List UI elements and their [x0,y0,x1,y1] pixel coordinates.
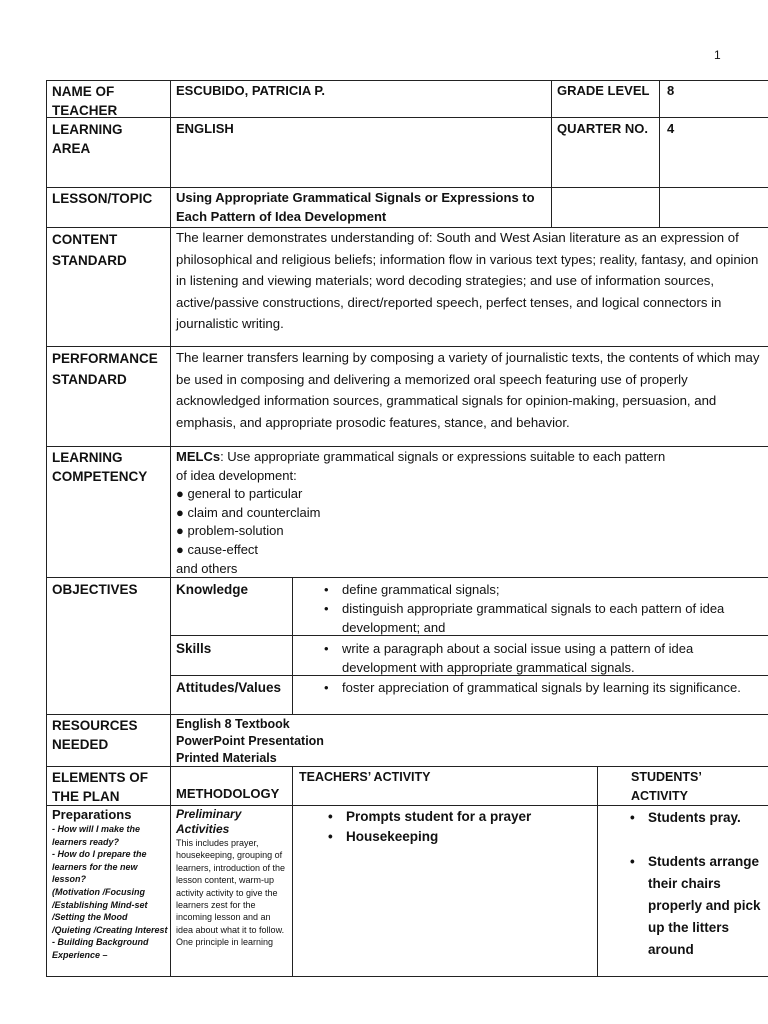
content-standard-label: CONTENT STANDARD [52,232,127,268]
knowledge-item: • define grammatical signals; [320,580,760,599]
objectives-label: OBJECTIVES [52,582,138,597]
attitudes-item: • foster appreciation of grammatical signals by learning its significance. [320,678,760,697]
grade-level-label: GRADE LEVEL [557,83,650,98]
student-activity-item: • Students arrange their chairs properly and pick up the litters around [626,851,764,961]
methodology-cell [176,807,290,949]
resource-item: English 8 Textbook [176,717,290,731]
resources-label: RESOURCES NEEDED [52,718,138,752]
preliminary-activities-title: Preliminary Activities [176,807,242,836]
skills-label: Skills [176,641,212,656]
performance-standard-text: The learner transfers learning by composing a variety of journalistic texts, the contents of which may be used in composing and delivering a memorized oral speech featuring use of properly acknowledged information sources, grammatical signals for opinion-making, persuasion, and emphasis, and appropriate prosodic features, stance, and behavior. [176,350,760,430]
students-activity-label: STUDENTS’ ACTIVITY [631,770,702,803]
preparations-guide: - How will I make the learners ready? - How do I prepare the learners for the new lesson? (Motivation /Focusing /Establishing Mind-set /Setting the Mood /Quieting /Creating Interest - Building Background Experience – [52,824,168,960]
knowledge-label: Knowledge [176,582,249,597]
grade-level-value: 8 [667,83,675,98]
teacher-activity-item: • Prompts student for a prayer [324,807,594,827]
learning-area-value: ENGLISH [176,121,234,136]
preliminary-activities-text: This includes prayer, housekeeping, grouping of learners, introduction of the lesson content, warm-up activity activity to give the learners zest for the incoming lesson and an idea about what it to follow. One principle in learning [176,838,286,948]
teacher-name: ESCUBIDO, PATRICIA P. [176,83,326,98]
lesson-label: LESSON/TOPIC [52,191,153,206]
methodology-label: METHODOLOGY [176,786,280,801]
attitudes-list [320,678,760,697]
pattern-item: and others [176,560,238,576]
teacher-activity-list [324,807,594,847]
attitudes-label: Attitudes/Values [176,680,282,695]
teacher-label: NAME OF TEACHER [52,84,118,118]
preparations-cell [52,807,168,962]
melcs-label: MELCs [176,449,221,464]
learning-competency-label: LEARNING COMPETENCY [52,450,148,484]
knowledge-item: • distinguish appropriate grammatical signals to each pattern of idea development; and [320,599,760,637]
preparations-title: Preparations [52,807,132,822]
quarter-value: 4 [667,121,675,136]
resource-item: Printed Materials [176,751,277,765]
skills-item: • write a paragraph about a social issue using a pattern of idea development with appropriate grammatical signals. [320,639,760,677]
competency-text [176,448,676,578]
pattern-item: ● problem-solution [176,523,284,539]
pattern-item: ● cause-effect [176,541,259,557]
teachers-activity-label: TEACHERS’ ACTIVITY [299,770,431,784]
student-activity-item: • Students pray. [626,807,764,829]
teacher-activity-item: • Housekeeping [324,827,594,847]
learning-area-label: LEARNING AREA [52,122,123,156]
pattern-item: ● general to particular [176,486,303,502]
knowledge-list [320,580,760,638]
lesson-topic: Using Appropriate Grammatical Signals or Expressions to Each Pattern of Idea Development [176,190,535,224]
skills-list [320,639,760,677]
quarter-label: QUARTER NO. [557,121,648,136]
resource-item: PowerPoint Presentation [176,734,324,748]
pattern-item: ● claim and counterclaim [176,504,321,520]
competency-intro: : Use appropriate grammatical signals or expressions suitable to each pattern of idea development: [176,449,666,483]
resources-list [176,716,324,767]
student-activity-list [626,807,764,961]
page-number: 1 [714,48,721,62]
performance-standard-label: PERFORMANCE STANDARD [52,351,158,387]
elements-label: ELEMENTS OF THE PLAN [52,770,149,804]
content-standard-text: The learner demonstrates understanding of: South and West Asian literature as an expression of philosophical and religious beliefs; information flow in various text types; reality, fantasy, and opinion in listening and viewing materials; word decoding strategies; and use of information sources, active/passive constructions, direct/reported speech, perfect tenses, and logical connectors in journalistic writing. [176,230,759,332]
